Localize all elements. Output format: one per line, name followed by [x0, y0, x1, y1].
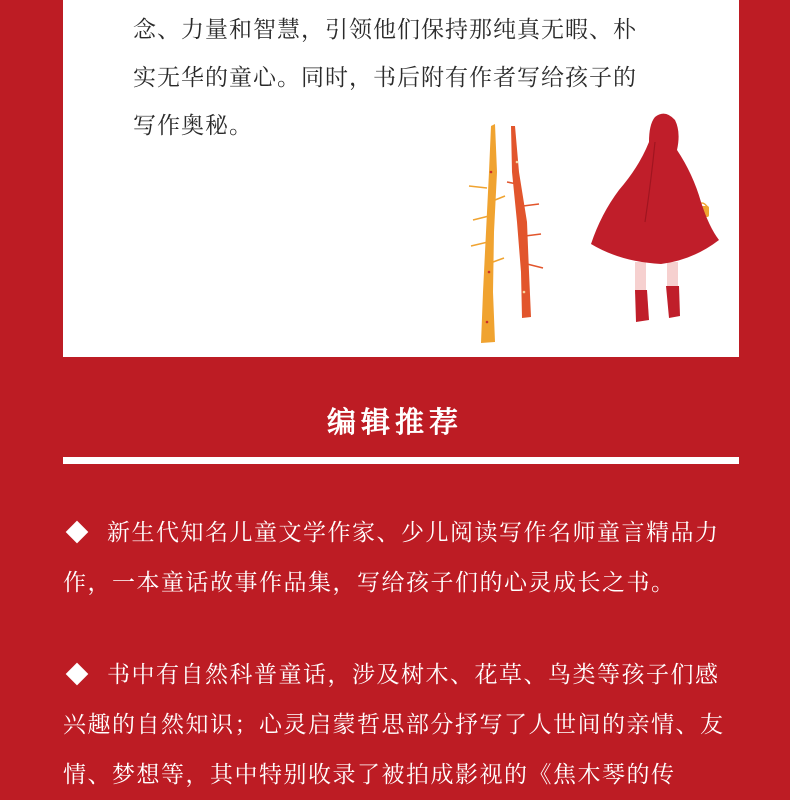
intro-card: [63, 0, 739, 357]
recommendation-text: 书中有自然科普童话，涉及树木、花草、鸟类等孩子们感: [107, 662, 720, 688]
tree-trunk-left: [469, 124, 505, 343]
recommendation-line: 兴趣的自然知识；心灵启蒙哲思部分抒写了人世间的亲情、友: [63, 712, 725, 738]
red-riding-hood-illustration: [403, 112, 733, 352]
intro-line: 实无华的童心。同时，书后附有作者写给孩子的: [133, 65, 637, 91]
recommendation-line: [63, 650, 753, 700]
section-title: 编辑推荐: [326, 405, 463, 439]
tree-trunk-right: [507, 126, 543, 318]
recommendation-item: [63, 650, 753, 800]
diamond-bullet-icon: [66, 663, 89, 686]
recommendation-text: 新生代知名儿童文学作家、少儿阅读写作名师童言精品力: [107, 520, 720, 546]
intro-line: 念、力量和智慧，引领他们保持那纯真无暇、朴: [133, 17, 637, 43]
recommendation-item: [63, 508, 753, 608]
recommendation-line: [63, 508, 753, 558]
section-divider: [63, 457, 739, 464]
intro-line: 写作奥秘。: [133, 113, 253, 139]
recommendation-line: 作，一本童话故事作品集，写给孩子们的心灵成长之书。: [63, 570, 676, 596]
recommendation-line: 情、梦想等，其中特别收录了被拍成影视的《焦木琴的传: [63, 762, 676, 788]
diamond-bullet-icon: [66, 521, 89, 544]
girl-figure: [591, 114, 719, 322]
